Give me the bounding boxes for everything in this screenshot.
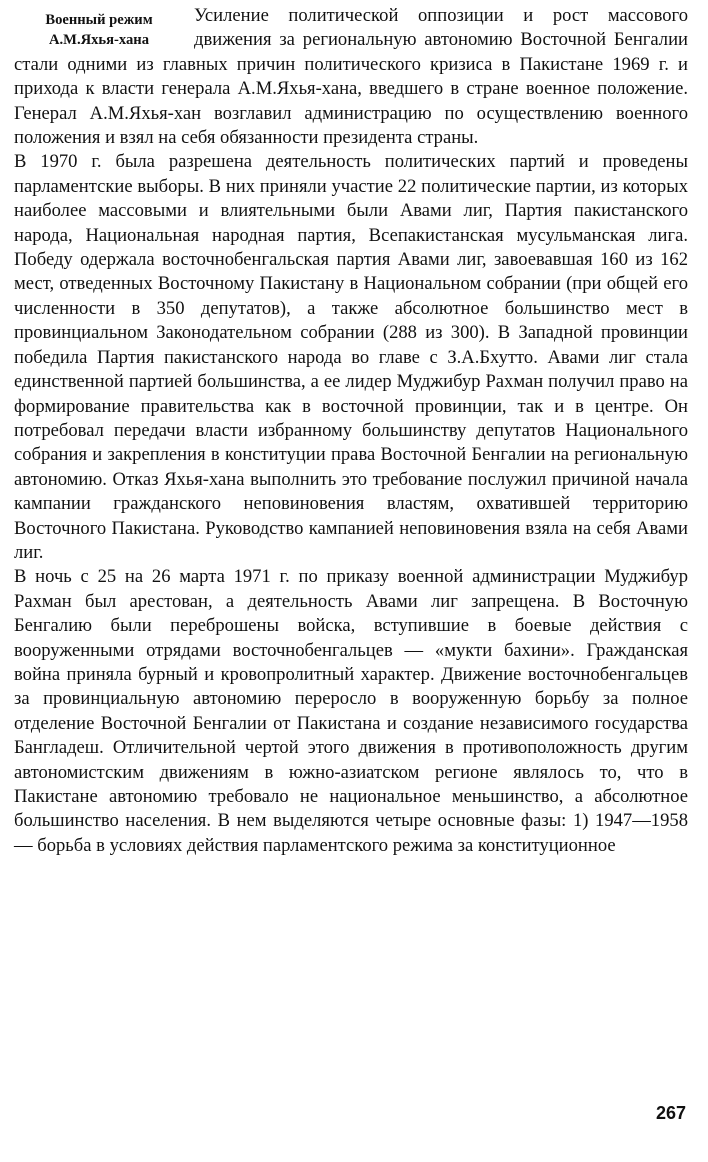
paragraph-1: Усиление политической оппозиции и рост массового движения за региональную автономию Восточной Бенгалии стали одними из главных причин политического кризиса в Пакистане 1969 г. и прихода к власти генерала А.М.Яхья-хана, введшего в стране военное положение. Генерал А.М.Яхья-хан возглавил администрацию по осуществлению военного положения и взял на себя обязанности президента страны. <box>14 5 688 149</box>
side-heading-line-2: А.М.Яхья-хана <box>48 32 150 48</box>
side-heading <box>14 10 184 50</box>
page-text-block <box>14 4 688 858</box>
side-heading-line-1: Военный режим <box>45 12 153 28</box>
paragraph-2: В 1970 г. была разрешена деятельность политических партий и проведены парламентские выборы. В них приняли участие 22 политические партии, из которых наиболее массовыми и влиятельными были Авами лиг, Партия пакистанского народа, Национальная народная партия, Всепакистанская мусульманская лига. Победу одержала восточнобенгальская партия Авами лиг, завоевавшая 160 из 162 мест, отведенных Восточному Пакистану в Национальном собрании (при общей его численности в 350 депутатов), а также абсолютное большинство мест в провинциальном Законодательном собрании (288 из 300). В Западной провинции победила Партия пакистанского народа во главе с З.А.Бхутто. Авами лиг стала единственной партией большинства, а ее лидер Муджибур Рахман получил право на формирование правительства как в восточной провинции, так и в центре. Он потребовал передачи власти избранному большинству депутатов Национального собрания и закрепления в конституции права Восточной Бенгалии на региональную автономию. Отказ Яхья-хана выполнить это требование послужил причиной начала кампании гражданского неповиновения властям, охватившей территорию Восточного Пакистана. Руководство кампанией неповиновения взяла на себя Авами лиг. <box>14 151 688 563</box>
page-number: 267 <box>655 1103 686 1123</box>
paragraph-3: В ночь с 25 на 26 марта 1971 г. по приказу военной администрации Муджибур Рахман был арестован, а деятельность Авами лиг запрещена. В Восточную Бенгалию были переброшены войска, вступившие в боевые действия с вооруженными отрядами восточнобенгальцев — «мукти бахини». Гражданская война приняла бурный и кровопролитный характер. Движение восточнобенгальцев за провинциальную автономию переросло в вооруженную борьбу за полное отделение Восточной Бенгалии от Пакистана и создание независимого государства Бангладеш. Отличительной чертой этого движения в противоположность другим автономистским движениям в южно-азиатском регионе являлось то, что в Пакистане автономию требовало не национальное меньшинство, а абсолютное большинство населения. В нем выделяются четыре основные фазы: 1) 1947—1958 — борьба в условиях действия парламентского режима за конституционное <box>14 566 688 856</box>
